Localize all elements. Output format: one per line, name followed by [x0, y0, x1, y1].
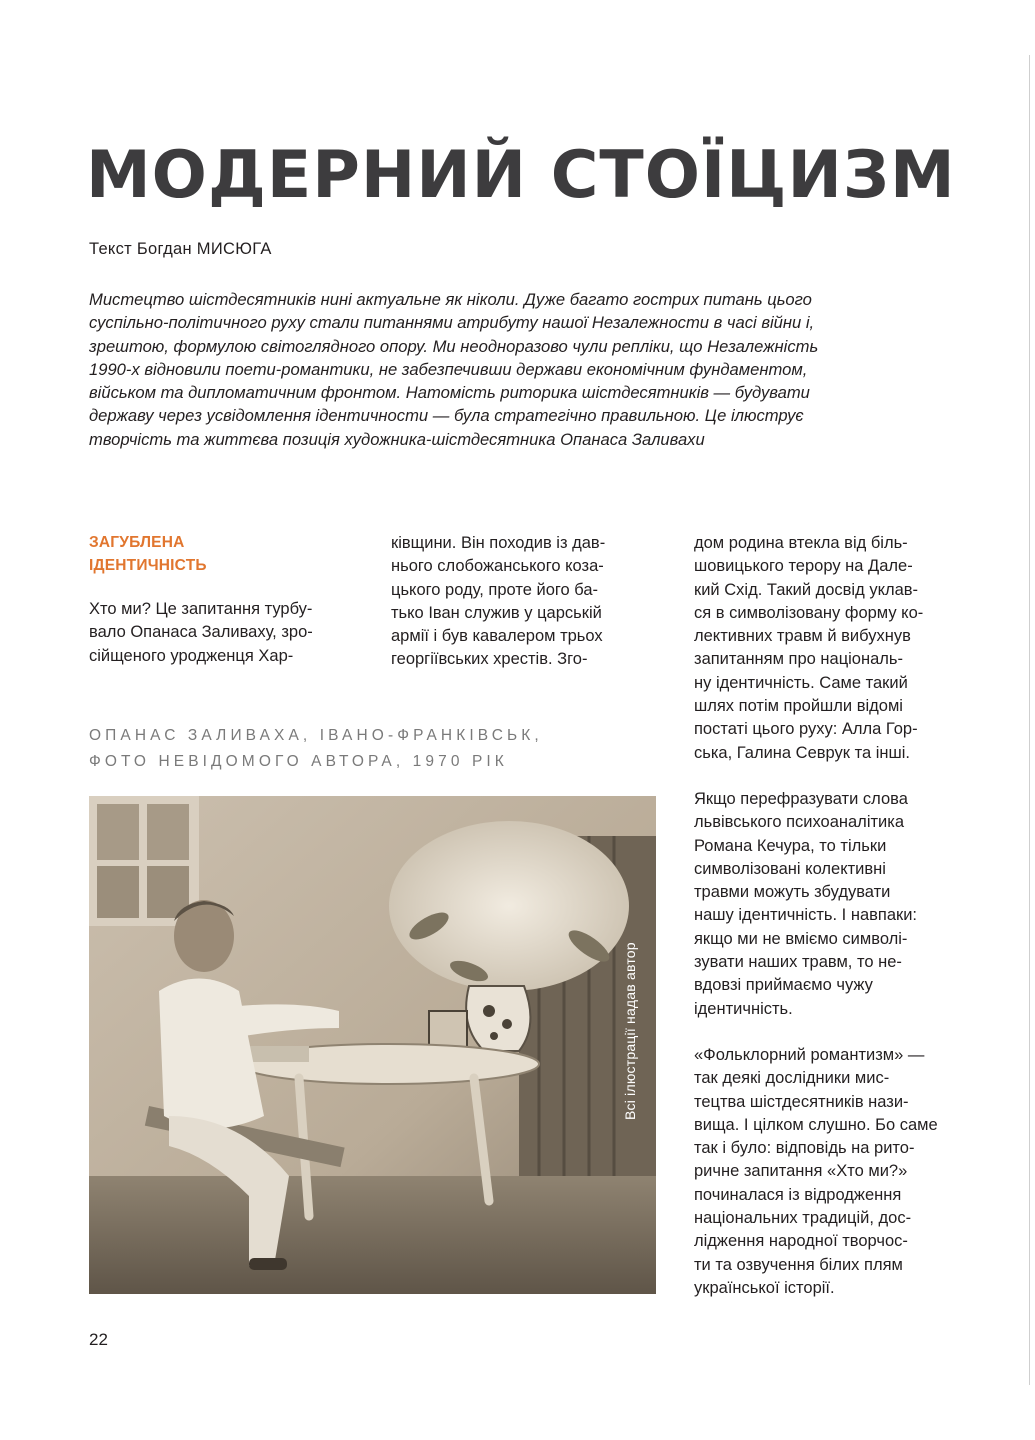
- ground: [89, 1176, 656, 1294]
- lead-line: 1990-х відновили поети-романтики, не забезпечивши держави економічним фундаментом,: [89, 359, 808, 379]
- body-line: запитанням про національ-: [694, 650, 903, 669]
- artist-photo: [89, 796, 656, 1294]
- lead-line: зрештою, формулою світоглядного опору. Ми неодноразово чули репліки, що Незалежність: [89, 336, 819, 356]
- body-line: шовицького терору на Дале-: [694, 557, 913, 576]
- body-line: лективних травм й вибухнув: [694, 627, 911, 646]
- lead-line: творчість та життєва позиція художника-шістдесятника Опанаса Заливахи: [89, 429, 705, 449]
- body-line: Якщо перефразувати слова: [694, 789, 908, 808]
- body-line: сійщеного уродженця Хар-: [89, 646, 294, 665]
- painted-vase: [466, 986, 530, 1051]
- column-3-text: [694, 532, 938, 1300]
- photo-credit: Всі ілюстрації надав автор: [622, 942, 638, 1120]
- photo-caption: [89, 723, 543, 775]
- lead-line: Мистецтво шістдесятників нині актуальне як ніколи. Дуже багато гострих питань цього: [89, 290, 812, 309]
- body-line: нього слобожанського коза-: [391, 557, 604, 576]
- body-line: вдовзі приймаємо чужу: [694, 976, 873, 995]
- lead-line: військом та дипломатичним фронтом. Натомість риторика шістдесятників — будувати: [89, 383, 810, 403]
- column-1-text: [89, 598, 313, 668]
- column-2-text: [391, 532, 605, 672]
- body-line: нашу ідентичність. І навпаки:: [694, 906, 918, 925]
- lead-paragraph: [89, 288, 889, 451]
- body-line: вало Опанаса Заливаху, зро-: [89, 623, 313, 642]
- caption-line: ОПАНАС ЗАЛИВАХА, ІВАНО-ФРАНКІВСЬК,: [89, 727, 543, 744]
- body-line: кий Схід. Такий досвід уклав-: [694, 580, 919, 599]
- body-line: цького роду, проте його ба-: [391, 580, 599, 599]
- body-line: національних традицій, дос-: [694, 1209, 912, 1228]
- body-line: ну ідентичність. Саме такий: [694, 673, 908, 692]
- window-pane: [97, 866, 139, 918]
- page-edge-line: [1029, 55, 1030, 1385]
- body-line: зувати наших травм, то не-: [694, 953, 902, 972]
- section-heading: [89, 531, 207, 577]
- body-line: ричне запитання «Хто ми?»: [694, 1162, 908, 1181]
- section-heading-line: ІДЕНТИЧНІСТЬ: [89, 557, 207, 574]
- section-heading-line: ЗАГУБЛЕНА: [89, 534, 185, 551]
- byline: Текст Богдан МИСЮГА: [89, 240, 272, 258]
- body-line: «Фольклорний романтизм» —: [694, 1045, 925, 1064]
- body-line: вища. І цілком слушно. Бо саме: [694, 1115, 938, 1134]
- caption-line: ФОТО НЕВІДОМОГО АВТОРА, 1970 РІК: [89, 753, 508, 770]
- body-line: георгіївських хрестів. Зго-: [391, 650, 588, 669]
- body-line: тько Іван служив у царській: [391, 603, 602, 622]
- body-line: Романа Кечура, то тільки: [694, 836, 887, 855]
- body-line: ська, Галина Севрук та інші.: [694, 743, 910, 762]
- paragraph-gap: [694, 765, 938, 788]
- artist-sandal: [249, 1258, 287, 1270]
- body-line: лідження народної творчос-: [694, 1232, 908, 1251]
- body-line: львівського психоаналітика: [694, 813, 905, 832]
- body-line: тецтва шістдесятників нази-: [694, 1092, 909, 1111]
- lead-line: державу через усвідомлення ідентичности — була стратегічно правильною. Це ілюструє: [89, 406, 804, 426]
- body-line: так і було: відповідь на рито-: [694, 1139, 915, 1158]
- page-number: 22: [89, 1330, 108, 1349]
- body-line: постаті цього руху: Алла Гор-: [694, 720, 918, 739]
- body-line: ківщини. Він походив із дав-: [391, 534, 606, 552]
- body-line: армії і був кавалером трьох: [391, 627, 603, 646]
- window-pane: [97, 804, 139, 860]
- body-line: української історії.: [694, 1278, 835, 1297]
- body-line: ти та озвучення білих плям: [694, 1255, 903, 1274]
- body-line: ся в символізовану форму ко-: [694, 603, 924, 622]
- lilac-bouquet: [389, 821, 629, 991]
- body-line: Хто ми? Це запитання турбу-: [89, 600, 313, 618]
- body-line: починалася із відродження: [694, 1185, 902, 1204]
- window-pane: [147, 804, 189, 860]
- body-line: якщо ми не вміємо символі-: [694, 929, 908, 948]
- article-title: МОДЕРНИЙ СТОЇЦИЗМ: [86, 138, 956, 213]
- body-line: шлях потім пройшли відомі: [694, 697, 903, 716]
- body-line: символізовані колективні: [694, 859, 886, 878]
- lead-line: суспільно-політичного руху стали питаннями атрибуту нашої Незалежности в часі війни і,: [89, 313, 815, 333]
- body-line: ідентичність.: [694, 999, 793, 1018]
- body-line: дом родина втекла від біль-: [694, 534, 908, 552]
- body-line: так деякі дослідники мис-: [694, 1069, 890, 1088]
- body-line: травми можуть збудувати: [694, 883, 891, 902]
- paragraph-gap: [694, 1021, 938, 1044]
